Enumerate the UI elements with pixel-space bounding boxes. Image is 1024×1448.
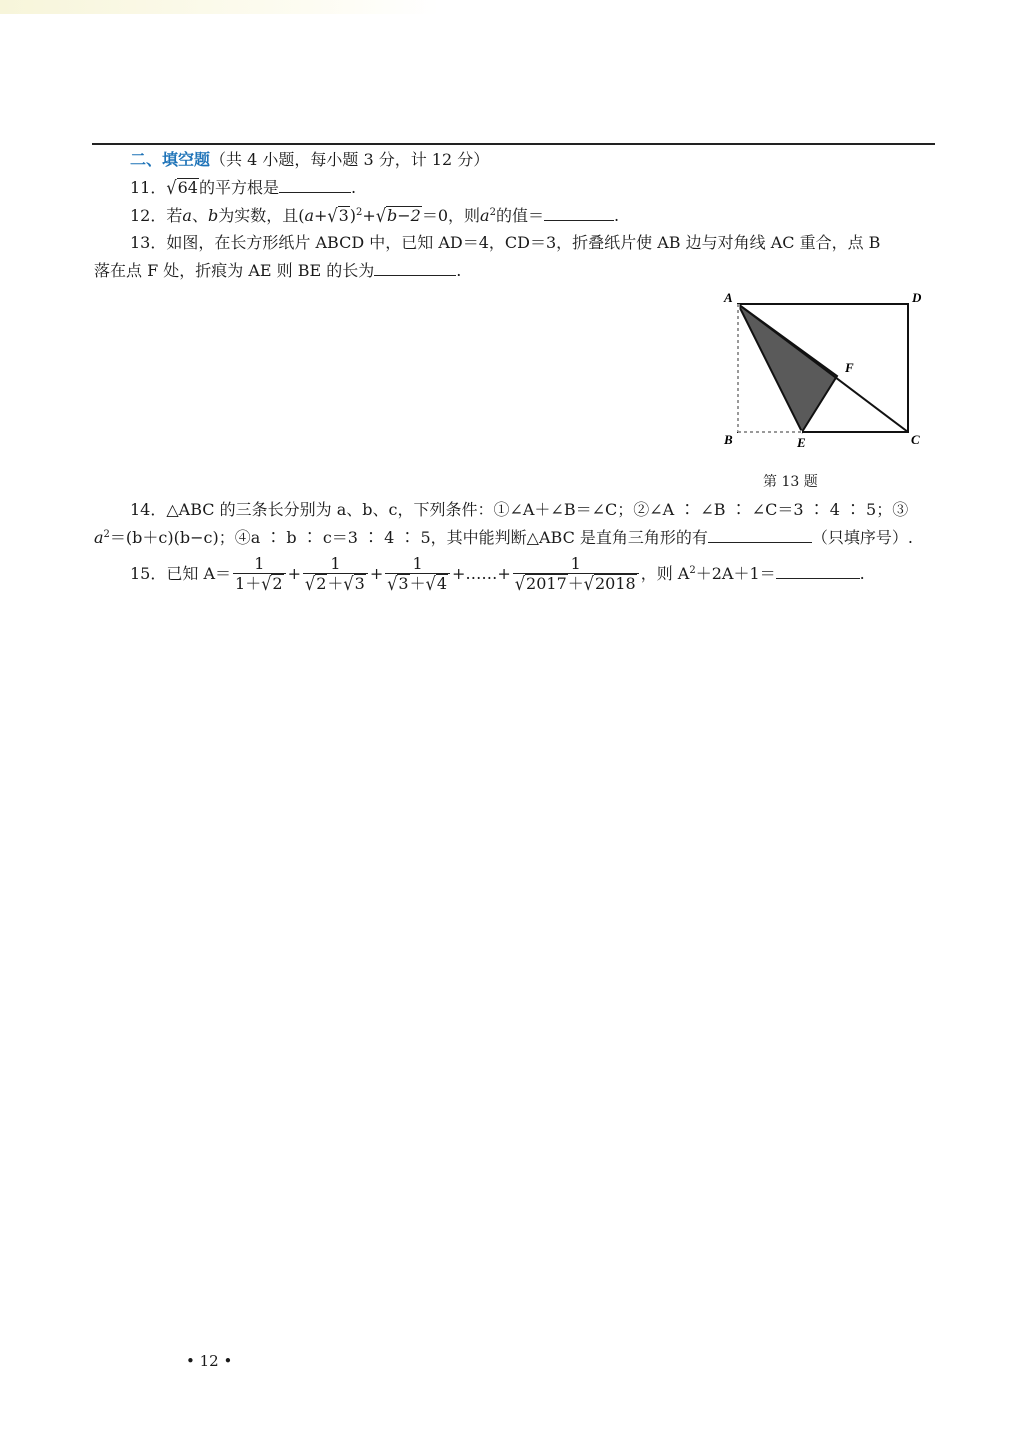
- label-d: D: [912, 290, 922, 305]
- section-note: （共 4 小题，每小题 3 分，计 12 分）: [210, 150, 490, 169]
- sqrt-64: √64: [166, 176, 198, 199]
- sqrt-b-minus-2: √b−2: [375, 204, 421, 227]
- question-14-line2: $a^2=(b+c)(b-c)$；④a ∶ b ∶ c＝3 ∶ 4 ∶ 5，其中能判断△ABC 是直角三角形的有 （只填序号）.: [94, 528, 914, 547]
- q13-answer-blank[interactable]: [374, 261, 456, 276]
- question-13-line1: [130, 233, 880, 253]
- rectangle-fold-figure: [718, 286, 938, 452]
- page-number: • 12 •: [186, 1352, 233, 1370]
- section-title: 二、填空题: [130, 150, 211, 169]
- q14-text-cont: ＝(b＋c)(b−c)；④a ∶ b ∶ c＝3 ∶ 4 ∶ 5，其中能判断△ABC 是直角三角形的有: [109, 528, 708, 547]
- question-14-line1: [130, 500, 908, 520]
- q15-answer-blank[interactable]: [776, 564, 860, 579]
- question-15: 15．已知 A＝ $\frac{1}{1+√2}$ + $\frac{1}{√2+√3}$ + $\frac{1}{√3+√4}$ +……+ $\frac{1}{√2017+√2018}$ ，则 $A^2+2A+1=$ .: [130, 554, 865, 595]
- q11-answer-blank[interactable]: [279, 178, 351, 193]
- q13-number: 13．: [130, 233, 167, 252]
- label-a: A: [724, 290, 733, 305]
- q13-text: 如图，在长方形纸片 ABCD 中，已知 AD＝4，CD＝3，折叠纸片使 AB 边与对角线 AC 重合，点 B: [166, 233, 881, 252]
- fraction-last: $\frac{1}{√2017+√2018}$: [513, 555, 639, 594]
- q12-number: 12．: [130, 206, 167, 225]
- label-c: C: [911, 432, 920, 447]
- page-edge-tint: [0, 0, 440, 14]
- q15-number: 15．: [130, 564, 167, 583]
- fraction-2: $\frac{1}{√2+√3}$: [303, 555, 368, 594]
- q14-number: 14．: [130, 500, 167, 519]
- q12-answer-blank[interactable]: [544, 206, 614, 221]
- label-e: E: [797, 435, 806, 450]
- diagonal-ac: [738, 304, 908, 432]
- label-f: F: [845, 360, 854, 375]
- question-12: 12．若a、b为实数，且$(a+√3)^2+√b-2=0$，则$a^2$的值＝ .: [130, 204, 620, 227]
- q14-text: △ABC 的三条长分别为 a、b、c，下列条件：①∠A＋∠B＝∠C；②∠A ∶ ∠B ∶ ∠C＝3 ∶ 4 ∶ 5；③: [166, 500, 909, 519]
- label-b: B: [724, 432, 733, 447]
- fraction-1: $\frac{1}{1+√2}$: [233, 555, 286, 594]
- q11-text: 的平方根是: [198, 178, 279, 197]
- q13-text-cont: 落在点 F 处，折痕为 AE 则 BE 的长为: [94, 261, 375, 280]
- question-13-line2: 落在点 F 处，折痕为 AE 则 BE 的长为 .: [94, 261, 462, 280]
- figure-caption: 第 13 题: [763, 474, 818, 490]
- question-11: 11．√64的平方根是 .: [130, 176, 357, 199]
- q11-number: 11．: [130, 178, 167, 197]
- section-header: [130, 150, 489, 170]
- fraction-3: $\frac{1}{√3+√4}$: [385, 555, 450, 594]
- q14-answer-blank[interactable]: [708, 528, 812, 543]
- sqrt-3: √3: [327, 204, 349, 227]
- header-rule: [92, 143, 935, 145]
